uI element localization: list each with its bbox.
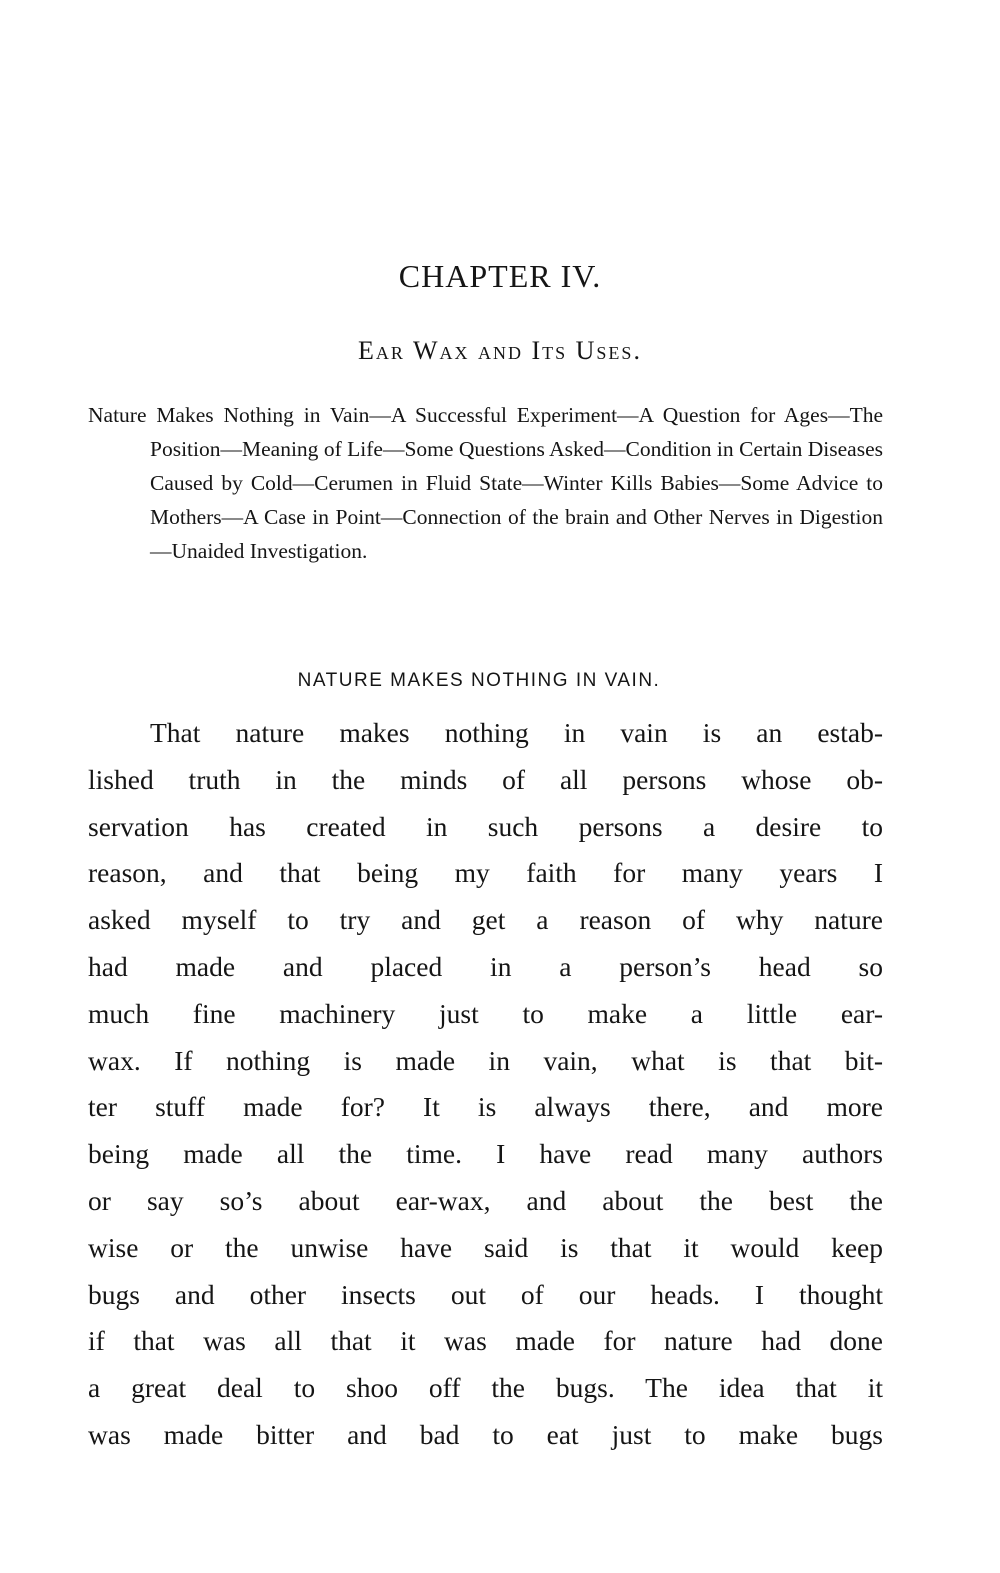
text-line: wise or the unwise have said is that it would keep [88,1231,883,1263]
text-line: if that was all that it was made for nature had done [88,1325,883,1357]
chapter-synopsis: Nature Makes Nothing in Vain—A Successful Experiment—A Question for Ages—The Position—Meaning of Life—Some Questions Asked—Condition in Certain Diseases Caused by Cold—Cerumen in Fluid State—Winter Kills Babies—Some Advice to Mothers—A Case in Point—Connection of the brain and Other Nerves in Digestion—Unaided Investigation. [88,403,883,563]
chapter-number: CHAPTER IV. [398,258,602,294]
chapter-title: Ear Wax and Its Uses. [358,336,642,365]
text-line: servation has created in such persons a desire to [88,810,883,842]
text-line: being made all the time. I have read many authors [88,1138,883,1170]
text-line: lished truth in the minds of all persons whose ob- [88,763,883,795]
text-line: bugs and other insects out of our heads. I thought [88,1278,883,1310]
text-line: much fine machinery just to make a little ear- [88,997,883,1029]
text-line: asked myself to try and get a reason of why nature [88,904,883,936]
text-line: That nature makes nothing in vain is an estab- [150,717,883,748]
text-line: or say so’s about ear-wax, and about the best the [88,1184,883,1216]
body-text [88,710,883,1459]
text-line: was made bitter and bad to eat just to make bugs [88,1418,883,1450]
text-line: ter stuff made for? It is always there, and more [88,1091,883,1123]
text-line: had made and placed in a person’s head so [88,950,883,982]
text-line: wax. If nothing is made in vain, what is that bit- [88,1044,883,1076]
text-line: reason, and that being my faith for many years I [88,857,883,889]
section-heading: NATURE MAKES NOTHING IN VAIN. [297,670,661,691]
text-line: a great deal to shoo off the bugs. The idea that it [88,1372,883,1404]
